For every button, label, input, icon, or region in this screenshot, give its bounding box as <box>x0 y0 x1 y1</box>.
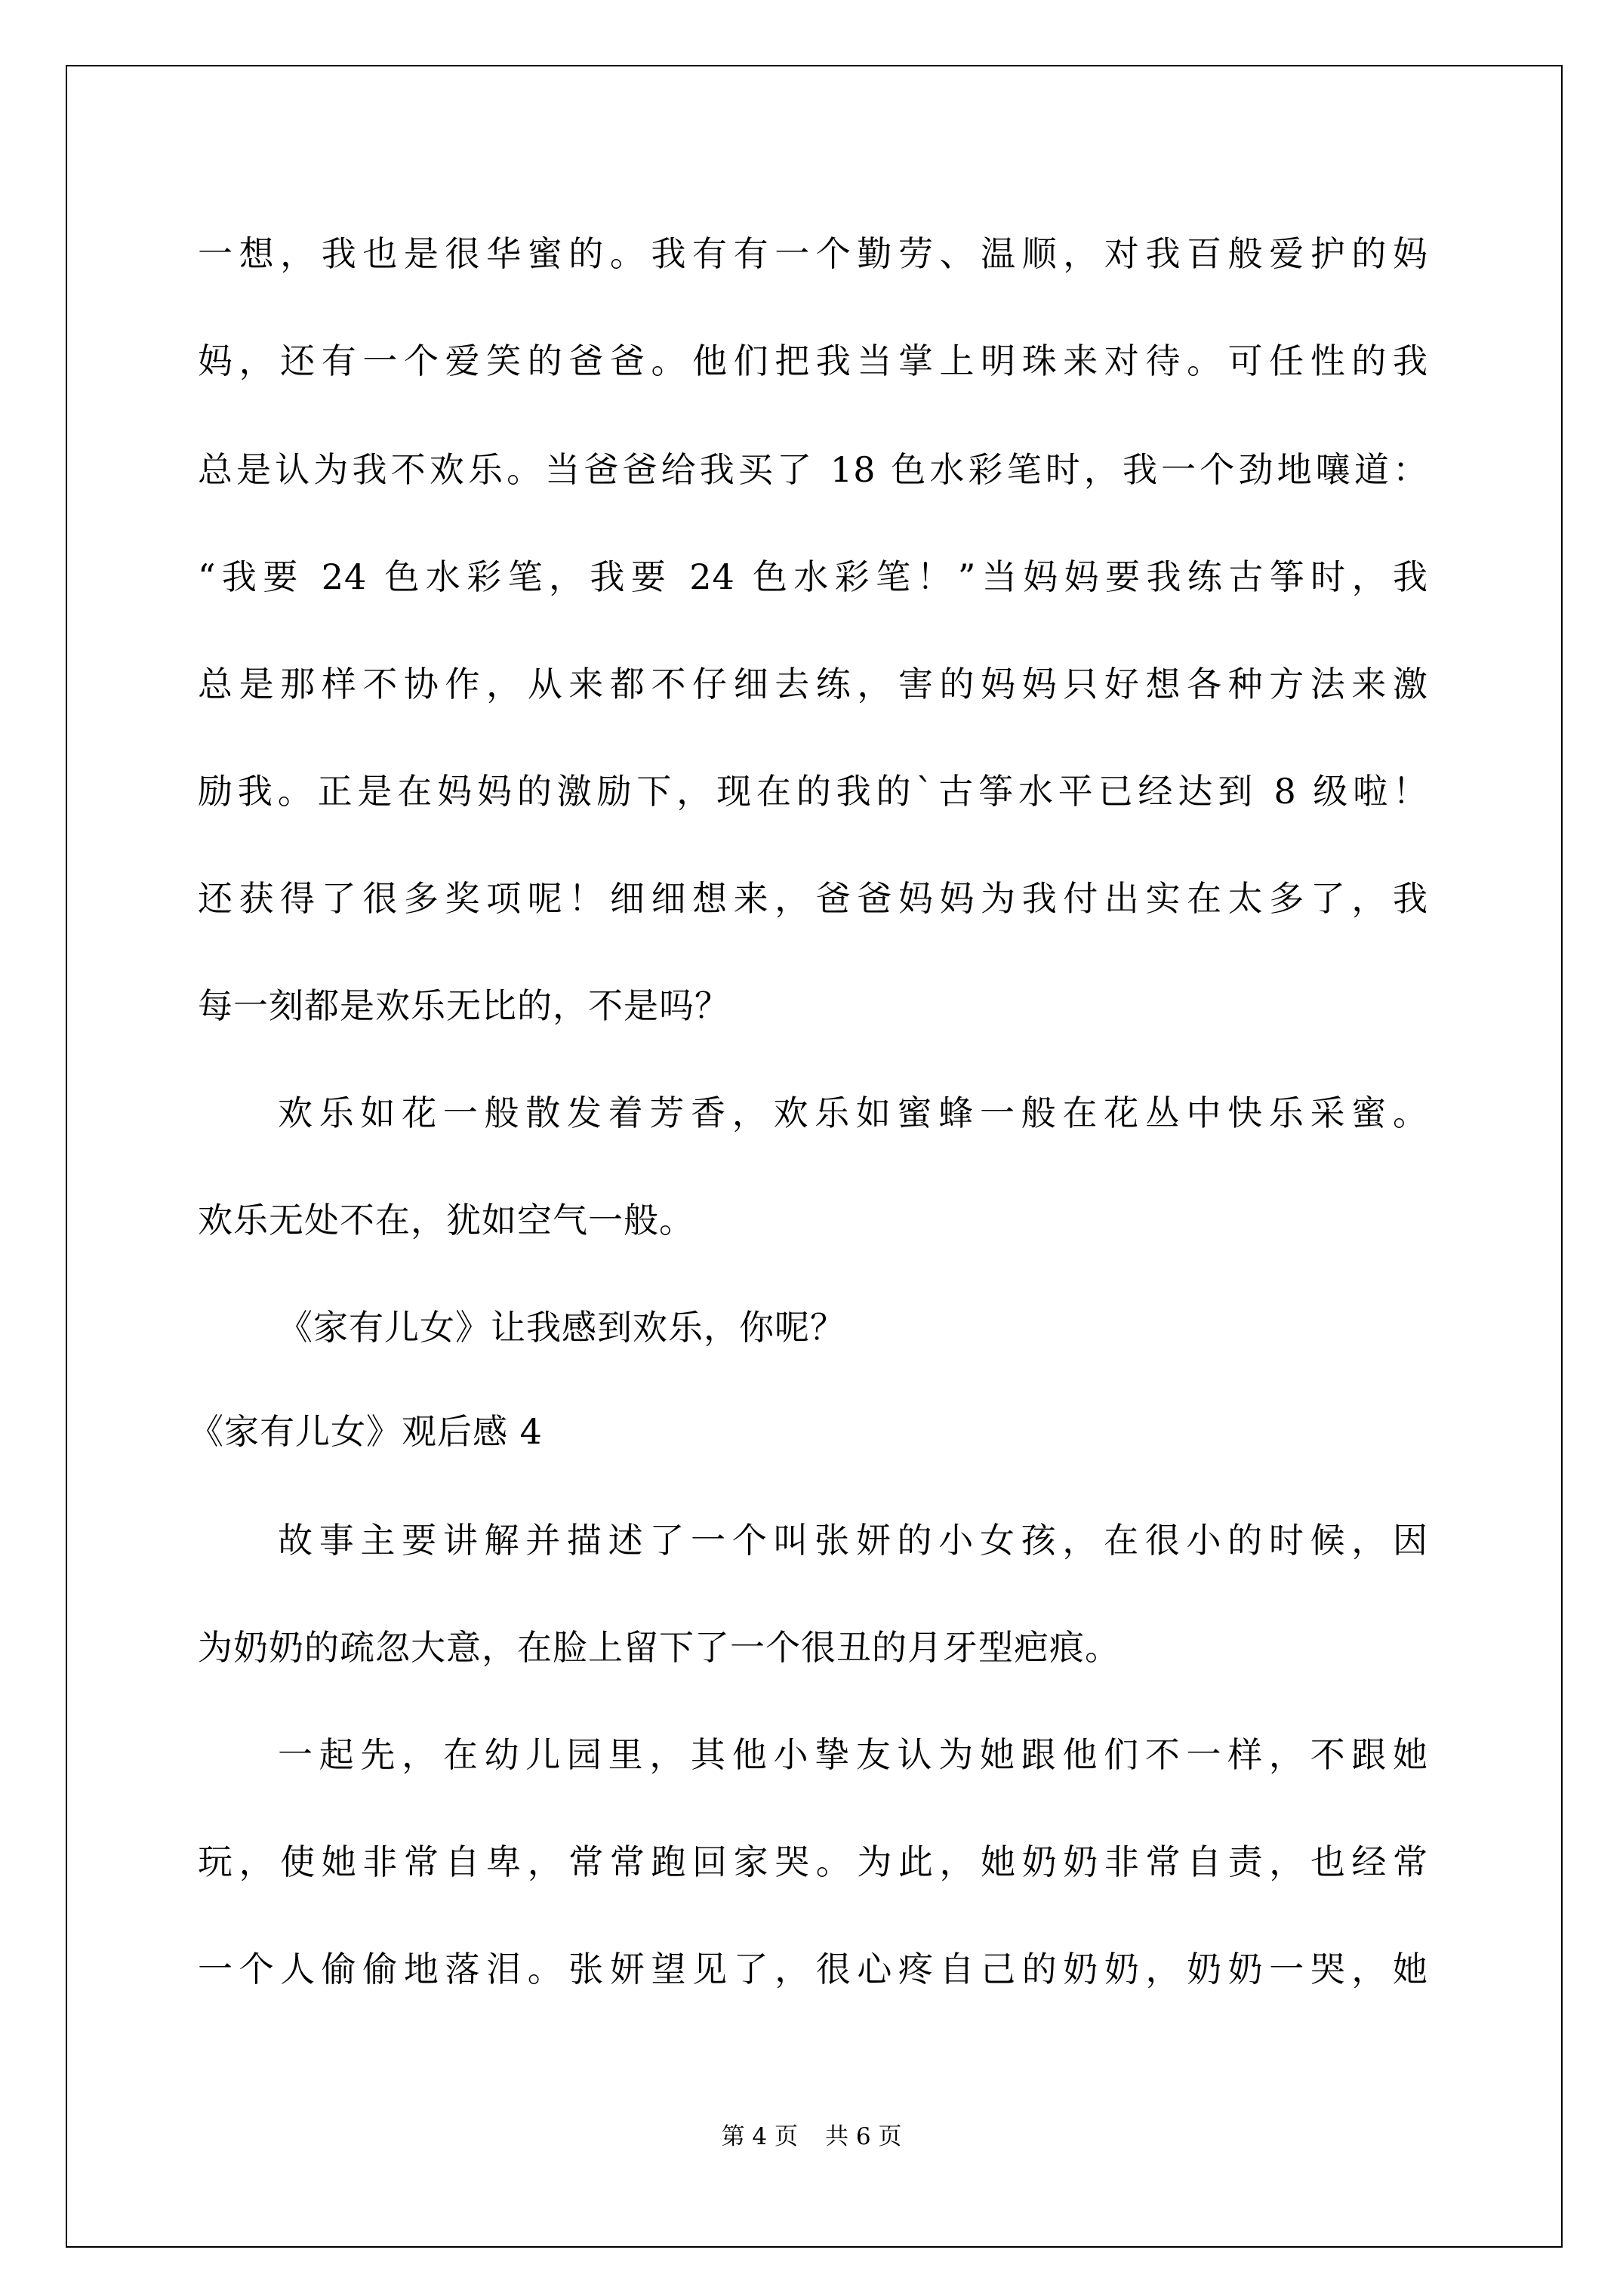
body-line: 每一刻都是欢乐无比的，不是吗？ <box>198 985 730 1026</box>
page-number: 第 4 页 <box>721 2123 798 2150</box>
body-line: 总是那样不协作，从来都不仔细去练，害的妈妈只好想各种方法来激 <box>198 664 1428 704</box>
body-line: 玩，使她非常自卑，常常跑回家哭。为此，她奶奶非常自责，也经常 <box>198 1841 1428 1882</box>
body-line: “我要 24 色水彩笔，我要 24 色水彩笔！”当妈妈要我练古筝时，我 <box>198 556 1428 597</box>
page-footer <box>0 2122 1623 2152</box>
body-line: 一个人偷偷地落泪。张妍望见了，很心疼自己的奶奶，奶奶一哭，她 <box>198 1949 1428 1989</box>
paragraph-first-line: 欢乐如花一般散发着芳香，欢乐如蜜蜂一般在花丛中快乐采蜜。 <box>278 1093 1428 1133</box>
paragraph-first-line: 《家有儿女》让我感到欢乐，你呢？ <box>278 1307 845 1348</box>
body-line: 欢乐无处不在，犹如空气一般。 <box>198 1200 694 1240</box>
page-border <box>66 65 1563 2248</box>
paragraph-first-line: 一起先，在幼儿园里，其他小挚友认为她跟他们不一样，不跟她 <box>278 1734 1428 1775</box>
body-line: 励我。正是在妈妈的激励下，现在的我的`古筝水平已经达到 8 级啦！ <box>198 771 1428 812</box>
body-line: 为奶奶的疏忽大意，在脸上留下了一个很丑的月牙型疤痕。 <box>198 1627 1120 1668</box>
paragraph-first-line: 故事主要讲解并描述了一个叫张妍的小女孩，在很小的时候，因 <box>278 1520 1428 1561</box>
page-total: 共 6 页 <box>825 2123 902 2150</box>
body-line: 总是认为我不欢乐。当爸爸给我买了 18 色水彩笔时，我一个劲地嚷道： <box>198 449 1428 490</box>
section-heading: 《家有儿女》观后感 4 <box>189 1411 543 1452</box>
body-line: 妈，还有一个爱笑的爸爸。他们把我当掌上明珠来对待。可任性的我 <box>198 341 1428 381</box>
body-line: 一想，我也是很华蜜的。我有有一个勤劳、温顺，对我百般爱护的妈 <box>198 233 1428 274</box>
body-line: 还获得了很多奖项呢！细细想来，爸爸妈妈为我付出实在太多了，我 <box>198 878 1428 919</box>
